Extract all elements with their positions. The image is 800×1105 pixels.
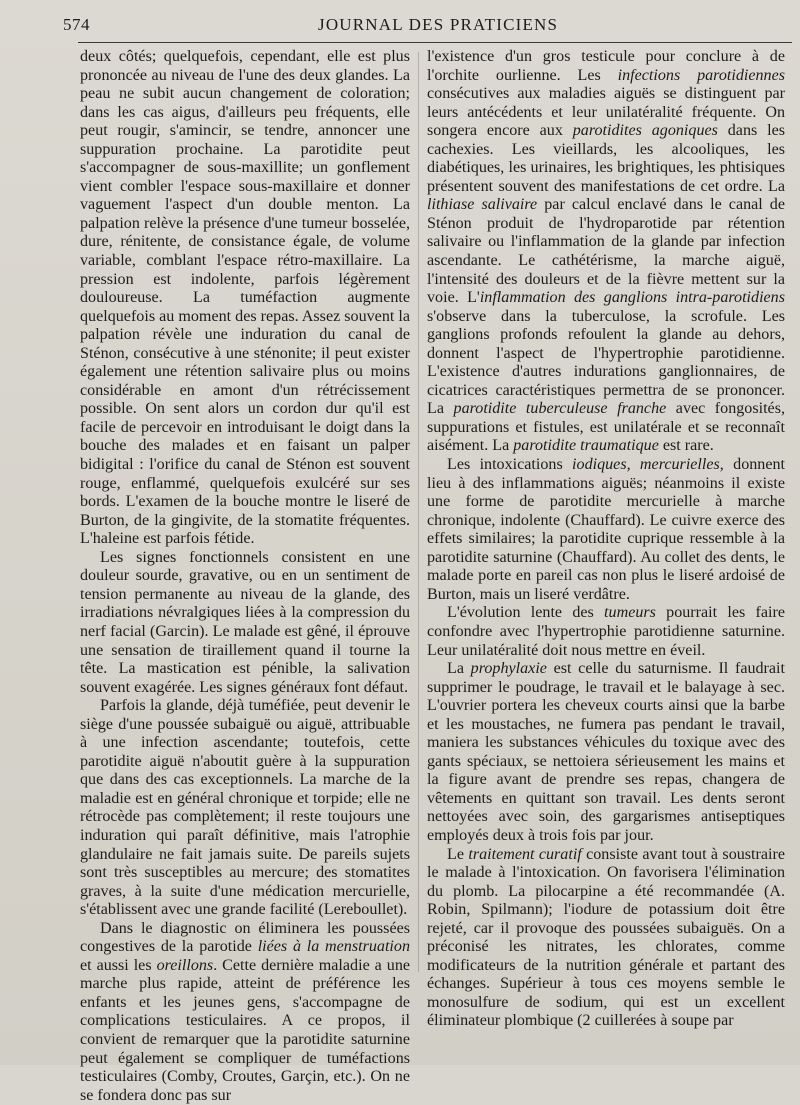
italic-term: tumeurs — [604, 604, 656, 622]
italic-term: oreillons — [156, 956, 214, 974]
italic-term: parotidite tuberculeuse franche — [453, 400, 667, 418]
text-run: Les signes fonctionnels consistent en une douleur sourde, gravative, ou en un sentiment de tension permanente au niveau de la glande, des irradiations névralgiques liées à la compression du nerf facial (Garcin). Le malade est gêné, il éprouve une sensation de tiraillement quand il tourne la tête. La mastication est pénible, la salivation souvent exagérée. Les signes généraux font défaut. — [80, 548, 410, 696]
italic-term: infections parotidiennes — [617, 66, 785, 84]
text-run: deux côtés; quelquefois, cependant, elle est plus prononcée au niveau de l'une des deux glandes. La peau ne subit aucun changement de coloration; dans les cas aigus, d'ailleurs peu fréquents, elle peut rougir, s'amincir, se tendre, annoncer une suppuration prochaine. La parotidite peut s'accompagner de sous-maxillite; un gonflement vient combler l'espace sous-maxillaire et donner vaguement l'aspect d'un double menton. La palpation relève la présence d'une tumeur bosselée, dure, rénitente, de consistance égale, de volume variable, comblant l'espace rétro-maxillaire. La pression est indolente, parfois légèrement douloureuse. La tuméfaction augmente quelquefois au moment des repas. Assez souvent la palpation révèle une induration du canal de Sténon, consécutive à une sténonite; il peut exister également une rétention salivaire plus ou moins considérable en amont d'un rétrécissement possible. On sent alors un cordon dur qu'il est facile de percevoir en introduisant le doigt dans la bouche des malades et en faisant un palper bidigital : l'orifice du canal de Sténon est souvent rouge, enflammé, quelquefois exulcéré sur ses bords. L'examen de la bouche montre le liseré de Burton, de la gingivite, de la stomatite fréquentes. L'haleine est parfois fétide. — [80, 48, 410, 548]
text-run: pourrait les faire confondre avec l'hypertrophie parotidienne saturnine. Leur unilatéralité doit nous mettre en éveil. — [427, 604, 785, 659]
text-run: et aussi les — [80, 956, 157, 974]
text-run: dans les cachexies. Les vieillards, les alcooliques, les diabétiques, les urinaires, les brightiques, les phtisiques présentent souvent des manifestations de cet ordre. La — [427, 122, 785, 195]
paragraph — [427, 660, 785, 845]
text-run: Le — [447, 845, 469, 863]
text-run: par calcul enclavé dans le canal de Sténon produit de l'hydroparotide par rétention salivaire ou l'inflammation de la glande par infection ascendante. Le cathétérisme, la marche aiguë, l'intensité des douleurs et de la fièvre mettent sur la voie. L' — [427, 196, 785, 307]
text-run: Les intoxications — [447, 456, 573, 474]
paragraph — [427, 604, 785, 660]
running-header — [63, 12, 780, 40]
italic-term: parotidite traumatique — [513, 437, 659, 455]
paragraph — [80, 697, 410, 920]
text-run: est celle du saturnisme. Il faudrait supprimer le poudrage, le travail et le balayage à sec. L'ouvrier portera les cheveux courts ainsi que la barbe et les moustaches, ne fumera pas pendant le travail, maniera les substances véhicules du toxique avec des gants spéciaux, se nettoiera sérieusement les mains et la figure avant de prendre ses repas, changera de vêtements en quittant son travail. Les dents seront nettoyées avec soin, des gargarismes antiseptiques employés deux à trois fois par jour. — [427, 660, 785, 844]
left-text-column — [80, 48, 410, 1105]
text-run: l'existence d'un gros testicule pour conclure à de l'orchite ourlienne. Les — [427, 48, 785, 84]
text-run: consiste avant tout à soustraire le malade à l'intoxication. On favorisera l'élimination du plomb. La pilocarpine a été recommandée (A. Robin, Spilmann); l'iodure de potassium doit être rejeté, car il provoque des poussées subaiguës. On a préconisé les nitrates, les chlorates, comme modificateurs de la nutrition générale et partant des échanges. Supérieur à tous ces moyens semble le monosulfure de sodium, qui est un excellent éliminateur plombique (2 cuillerées à soupe par — [427, 845, 785, 1030]
right-text-column — [427, 48, 785, 1031]
italic-term: liées à la menstruation — [257, 938, 410, 956]
paragraph — [80, 549, 410, 697]
paragraph — [427, 846, 785, 1031]
text-run: est rare. — [658, 437, 714, 455]
text-run: Dans le diagnostic on éliminera les poussées congestives de la parotide — [80, 919, 410, 956]
italic-term: lithiase salivaire — [427, 196, 538, 214]
paragraph — [427, 48, 785, 456]
italic-term: parotidites agoniques — [572, 122, 718, 140]
column-divider — [418, 52, 419, 972]
paragraph — [80, 920, 410, 1105]
italic-term: traitement curatif — [468, 845, 582, 863]
text-run: . Cette dernière maladie a une marche plus rapide, atteint de préférence les enfants et les jeunes gens, s'accompagne de complications testiculaires. A ce propos, il convient de remarquer que la parotidite saturnine peut également se compliquer de tuméfactions testiculaires (Comby, Croutes, Garçin, etc.). On ne se fondera donc pas sur — [80, 956, 411, 1104]
text-run: , donnent lieu à des inflammations aiguës; néanmoins il existe une forme de parotidite mercurielle à marche chronique, indolente (Chauffard). Le cuivre exerce des effets similaires; la parotidite cuprique ressemble à la parotidite saturnine (Chauffard). Au collet des dents, le malade porte en pareil cas non plus le liseré ardoisé de Burton, mais un liseré verdâtre. — [427, 456, 785, 603]
paragraph — [80, 48, 410, 549]
text-run: avec fongosités, suppurations et fistules, est unilatérale et se reconnaît aisément. La — [427, 400, 785, 455]
text-run: s'observe dans la tuberculose, la scrofule. Les ganglions profonds refoulent la glande au dehors, donnent l'aspect de l'hypertrophie parotidienne. L'existence d'autres indurations ganglionnaires, de cicatrices caractéristiques permettra de se prononcer. La — [427, 307, 785, 418]
page-number: 574 — [63, 15, 90, 34]
text-run: Parfois la glande, déjà tuméfiée, peut devenir le siège d'une poussée subaiguë ou aiguë, attribuable à une infection ascendante; toutefois, cette parotidite aiguë n'aboutit guère à la suppuration que dans des cas exceptionnels. La marche de la maladie est en général chronique et torpide; elle ne rétrocède pas complètement; il reste toujours une induration qui paraît définitive, mais l'atrophie glandulaire ne fait jamais suite. De pareils sujets sont très susceptibles au mercure; des stomatites graves, à la suite d'une médication mercurielle, s'établissent avec une grande facilité (Lereboullet). — [80, 697, 410, 919]
italic-term: iodiques, mercurielles — [572, 456, 720, 474]
italic-term: inflammation des ganglions intra-parotidiens — [479, 289, 785, 307]
italic-term: prophylaxie — [470, 660, 547, 678]
journal-title: JOURNAL DES PRATICIENS — [318, 15, 559, 34]
text-run: consécutives aux maladies aiguës se distinguent par leurs antécédents et leur unilatéralité fréquente. On songera encore aux — [427, 85, 785, 140]
text-run: La — [447, 660, 471, 678]
paragraph — [427, 456, 785, 604]
text-run: L'évolution lente des — [447, 604, 605, 622]
header-rule — [78, 42, 792, 43]
